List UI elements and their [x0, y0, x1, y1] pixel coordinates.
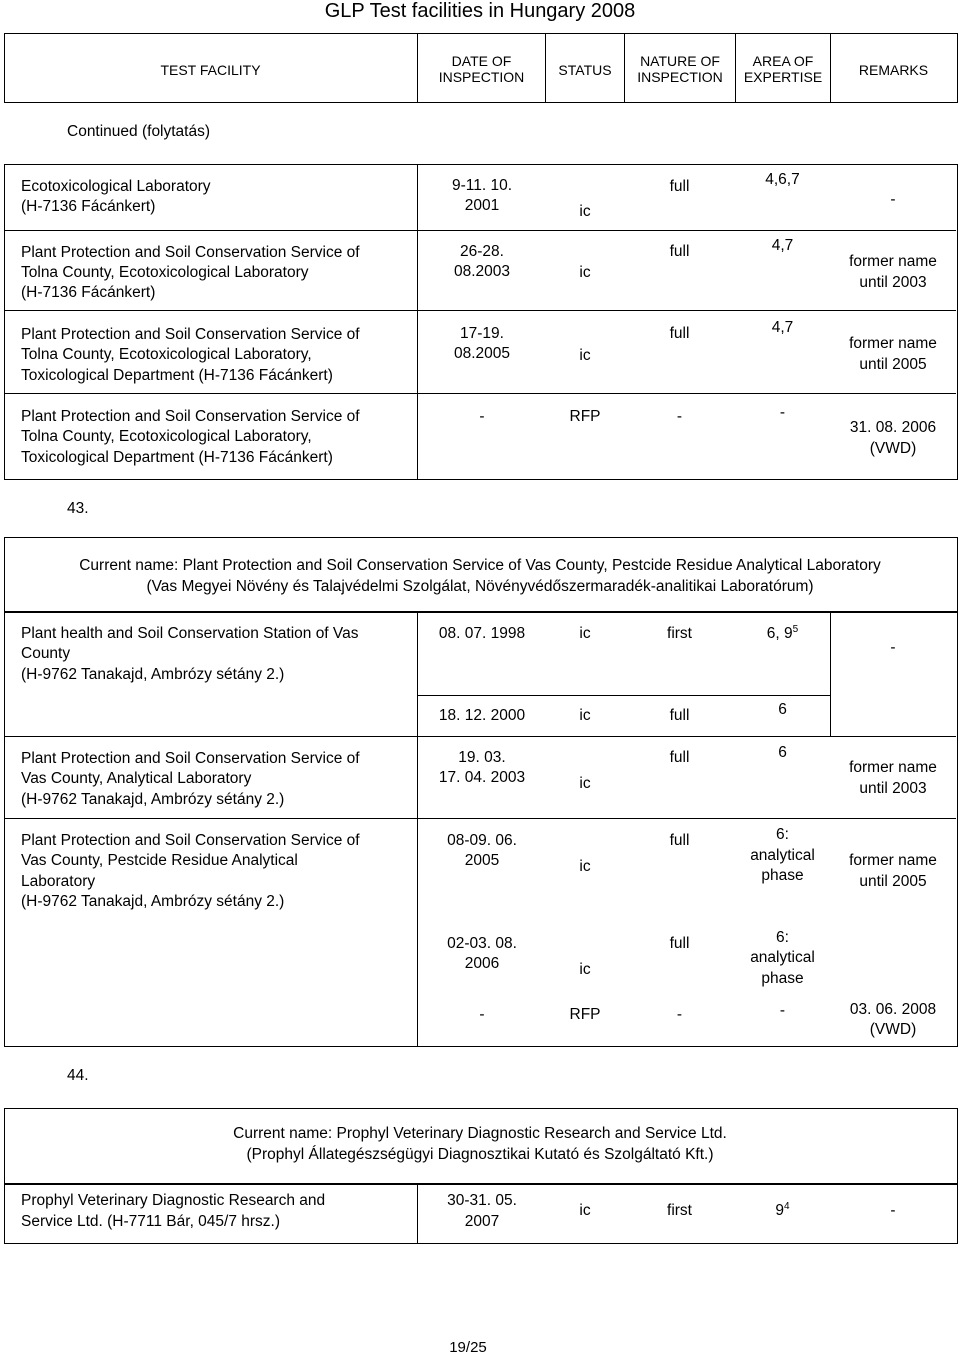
s1r2-remarks-line1: former name	[849, 253, 937, 270]
s2r1-status: ic	[579, 625, 591, 642]
s1r4-facility-line2: Tolna County, Ecotoxicological Laboratory,	[21, 428, 312, 445]
s2r2-nature: full	[669, 749, 690, 766]
s2r3c-nature: -	[676, 1006, 683, 1023]
s2r3-facility-line1: Plant Protection and Soil Conservation Service of	[21, 832, 360, 849]
s2r3-status: ic	[579, 858, 591, 875]
header-area-line2: EXPERTISE	[743, 69, 823, 85]
s1r2-facility-line1: Plant Protection and Soil Conservation Service of	[21, 244, 360, 261]
s2-current-name-hu: (Vas Megyei Növény és Talajvédelmi Szolgálat, Növényvédőszermaradék-analitikai Laboratórum)	[146, 578, 814, 595]
s1r3-status: ic	[579, 347, 591, 364]
s2r3c-date: -	[479, 1006, 485, 1023]
s1r1-facility-line2: (H-7136 Fácánkert)	[21, 198, 156, 215]
header-test-facility: TEST FACILITY	[160, 62, 261, 78]
s1r2-date-line2: 08.2003	[453, 263, 511, 280]
continued-label: Continued (folytatás)	[67, 123, 211, 140]
s1r3-remarks-line1: former name	[849, 335, 937, 352]
s2r1-area	[735, 624, 830, 645]
s2r3b-status: ic	[579, 961, 591, 978]
header-status: STATUS	[558, 62, 612, 78]
s3r1-facility-line1: Prophyl Veterinary Diagnostic Research and	[21, 1192, 326, 1209]
page-number: 19/25	[449, 1339, 487, 1356]
s2r2-facility-line1: Plant Protection and Soil Conservation Service of	[21, 750, 360, 767]
s2r2-facility-line2: Vas County, Analytical Laboratory	[21, 770, 252, 787]
s2r3b-area-line2: analytical	[750, 949, 815, 966]
header-date	[418, 53, 545, 85]
s2r3-remarks-line2: until 2005	[859, 873, 927, 890]
s1r2-facility-line2: Tolna County, Ecotoxicological Laboratory	[21, 264, 309, 281]
s2r3-remarks-line1: former name	[849, 852, 937, 869]
s2r3-facility-line2: Vas County, Pestcide Residue Analytical	[21, 852, 298, 869]
s2r2-area: 6	[778, 744, 787, 761]
s3r1-date-line1: 30-31. 05.	[447, 1192, 517, 1209]
s2r2-remarks-line2: until 2003	[859, 780, 927, 797]
s2r1-facility-line3: (H-9762 Tanakajd, Ambrózy sétány 2.)	[21, 666, 285, 683]
s2r3c-remarks-line1: 03. 06. 2008	[849, 1001, 937, 1018]
s1r1-remarks: -	[890, 191, 896, 208]
s1r1-area: 4,6,7	[765, 171, 800, 188]
s1r4-date: -	[479, 408, 485, 425]
s2r2-status: ic	[579, 775, 591, 792]
header-date-line1: DATE OF	[451, 53, 512, 69]
s1r4-facility-line1: Plant Protection and Soil Conservation Service of	[21, 408, 360, 425]
s3r1-remarks: -	[890, 1202, 896, 1219]
s2r1-remarks: -	[890, 639, 896, 656]
header-area-line1: AREA OF	[752, 53, 814, 69]
s2r3b-date-line1: 02-03. 08.	[447, 935, 517, 952]
s2r1-date: 08. 07. 1998	[438, 625, 526, 642]
s1r3-facility-line3: Toxicological Department (H-7136 Fácánkert)	[21, 367, 333, 384]
s2r3c-remarks-line2: (VWD)	[869, 1021, 917, 1038]
s2r1b-date: 18. 12. 2000	[438, 707, 526, 724]
s1r4-status: RFP	[569, 408, 601, 425]
s1r3-date-line1: 17-19.	[460, 325, 504, 342]
s1r4-remarks-line1: 31. 08. 2006	[849, 419, 937, 436]
s1r3-remarks-line2: until 2005	[859, 356, 927, 373]
s2r3b-date-line2: 2006	[464, 955, 500, 972]
s2r1-nature: first	[667, 625, 692, 642]
s2r3-facility-line4: (H-9762 Tanakajd, Ambrózy sétány 2.)	[21, 893, 285, 910]
header-remarks: REMARKS	[858, 62, 929, 78]
s2r3-area-line3: phase	[761, 867, 804, 884]
s2r1-facility-line1: Plant health and Soil Conservation Station of Vas	[21, 625, 359, 642]
s2r1-facility-line2: County	[21, 645, 71, 662]
s2r1b-status: ic	[579, 707, 591, 724]
s1r3-date-line2: 08.2005	[453, 345, 511, 362]
s1r2-remarks-line2: until 2003	[859, 274, 927, 291]
s2-current-name: Current name: Plant Protection and Soil Conservation Service of Vas County, Pestcide Residue Analytical Laboratory	[79, 557, 881, 574]
s1r1-facility-line1: Ecotoxicological Laboratory	[21, 178, 211, 195]
s3r1-status: ic	[579, 1202, 591, 1219]
s1r4-remarks-line2: (VWD)	[869, 440, 917, 457]
s1r2-date-line1: 26-28.	[460, 243, 504, 260]
s1r3-facility-line2: Tolna County, Ecotoxicological Laboratory,	[21, 346, 312, 363]
s2r1-area-sup: 5	[792, 623, 799, 635]
s1r4-area: -	[779, 404, 786, 421]
s1r1-date-line2: 2001	[464, 197, 500, 214]
s1r1-date-line1: 9-11. 10.	[451, 177, 513, 194]
s1r2-nature: full	[669, 243, 690, 260]
s2r2-facility-line3: (H-9762 Tanakajd, Ambrózy sétány 2.)	[21, 791, 285, 808]
s2r3b-area-line1: 6:	[776, 929, 789, 946]
header-nature-line1: NATURE OF	[640, 53, 720, 69]
s2r2-date-line2: 17. 04. 2003	[438, 769, 526, 786]
header-nature	[625, 53, 735, 85]
s1r3-nature: full	[669, 325, 690, 342]
s2r2-remarks-line1: former name	[849, 759, 937, 776]
item-number-43: 43.	[67, 500, 89, 517]
s3r1-facility-line2: Service Ltd. (H-7711 Bár, 045/7 hrsz.)	[21, 1213, 281, 1230]
s1r1-nature: full	[669, 178, 690, 195]
s2r3c-status: RFP	[569, 1006, 601, 1023]
s1r3-facility-line1: Plant Protection and Soil Conservation Service of	[21, 326, 360, 343]
s1r2-area: 4,7	[771, 237, 794, 254]
item-number-44: 44.	[67, 1067, 89, 1084]
s2r3c-area: -	[779, 1002, 786, 1019]
s1r2-facility-line3: (H-7136 Fácánkert)	[21, 284, 156, 301]
s2r3-date-line2: 2005	[464, 852, 500, 869]
s2r3-area-line2: analytical	[750, 847, 815, 864]
s1r4-nature: -	[676, 408, 683, 425]
s2r1b-nature: full	[669, 707, 690, 724]
s3-current-name-hu: (Prophyl Állategészségügyi Diagnosztikai Kutató és Szolgáltató Kft.)	[246, 1146, 714, 1163]
s2r1-area-value: 6, 9	[766, 625, 793, 642]
header-nature-line2: INSPECTION	[637, 69, 723, 85]
s2r3b-nature: full	[669, 935, 690, 952]
s3r1-area-sup: 4	[784, 1200, 790, 1212]
s1r3-area: 4,7	[771, 319, 794, 336]
s2r2-date-line1: 19. 03.	[458, 749, 506, 766]
s1r4-facility-line3: Toxicological Department (H-7136 Fácánkert)	[21, 449, 333, 466]
s3r1-date-line2: 2007	[464, 1213, 500, 1230]
s2r3-date-line1: 08-09. 06.	[447, 832, 517, 849]
s3r1-area	[735, 1201, 830, 1222]
s2r3-facility-line3: Laboratory	[21, 873, 96, 890]
page-title: GLP Test facilities in Hungary 2008	[324, 0, 636, 22]
header-area	[736, 53, 830, 85]
s1r2-status: ic	[579, 264, 591, 281]
s2r3b-area-line3: phase	[761, 970, 804, 987]
s2r3-area-line1: 6:	[776, 826, 789, 843]
header-date-line2: INSPECTION	[438, 69, 525, 85]
s3-current-name: Current name: Prophyl Veterinary Diagnostic Research and Service Ltd.	[233, 1125, 727, 1142]
s3r1-nature: first	[667, 1202, 692, 1219]
s1r1-status: ic	[579, 203, 591, 220]
s2r1b-area: 6	[778, 701, 787, 718]
s2r3-nature: full	[669, 832, 690, 849]
s3r1-area-value: 9	[775, 1202, 785, 1219]
